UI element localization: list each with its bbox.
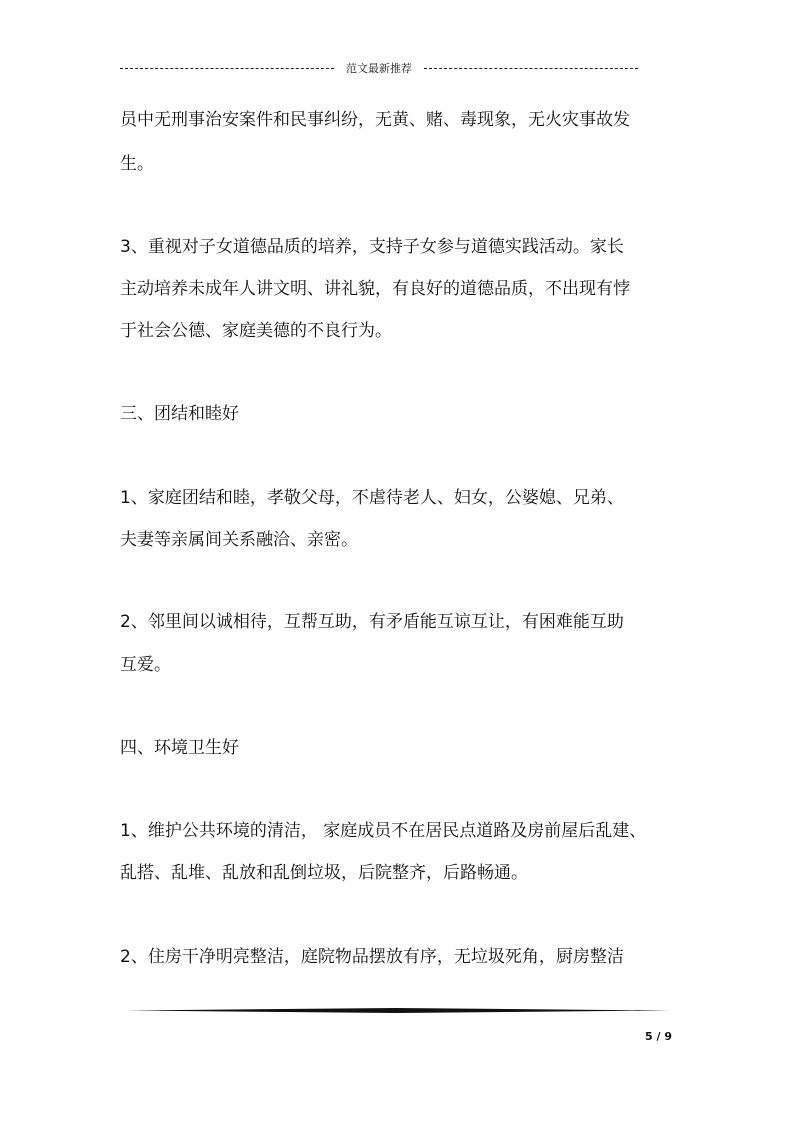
text-line: 1、家庭团结和睦，孝敬父母，不虐待老人、妇女，公婆媳、兄弟、 bbox=[120, 488, 624, 508]
text-line: 员中无刑事治安案件和民事纠纷，无黄、赌、毒现象，无火灾事故发 bbox=[120, 110, 630, 130]
header-dash-right bbox=[424, 68, 638, 69]
header-dash-left bbox=[120, 68, 334, 69]
section-heading: 四、环境卫生好 bbox=[120, 738, 239, 758]
text-line: 乱搭、乱堆、乱放和乱倒垃圾，后院整齐，后路畅通。 bbox=[120, 863, 528, 883]
page-header bbox=[120, 58, 638, 78]
section-heading: 三、团结和睦好 bbox=[120, 404, 239, 424]
text-line: 主动培养未成年人讲文明、讲礼貌，有良好的道德品质，不出现有悖 bbox=[120, 279, 630, 299]
text-line: 2、邻里间以诚相待，互帮互助，有矛盾能互谅互让，有困难能互助 bbox=[120, 612, 624, 632]
page-number: 5 / 9 bbox=[645, 1030, 672, 1043]
text-line: 1、维护公共环境的清洁， 家庭成员不在居民点道路及房前屋后乱建、 bbox=[120, 821, 647, 841]
text-line: 2、住房干净明亮整洁，庭院物品摆放有序，无垃圾死角，厨房整洁 bbox=[120, 947, 624, 967]
text-line: 夫妻等亲属间关系融洽、亲密。 bbox=[120, 530, 358, 550]
text-line: 3、重视对子女道德品质的培养，支持子女参与道德实践活动。家长 bbox=[120, 237, 624, 257]
footer-rule bbox=[122, 1008, 670, 1013]
text-line: 于社会公德、家庭美德的不良行为。 bbox=[120, 321, 392, 341]
header-title: 范文最新推荐 bbox=[346, 62, 412, 75]
text-line: 生。 bbox=[120, 154, 154, 174]
text-line: 互爱。 bbox=[120, 655, 171, 675]
